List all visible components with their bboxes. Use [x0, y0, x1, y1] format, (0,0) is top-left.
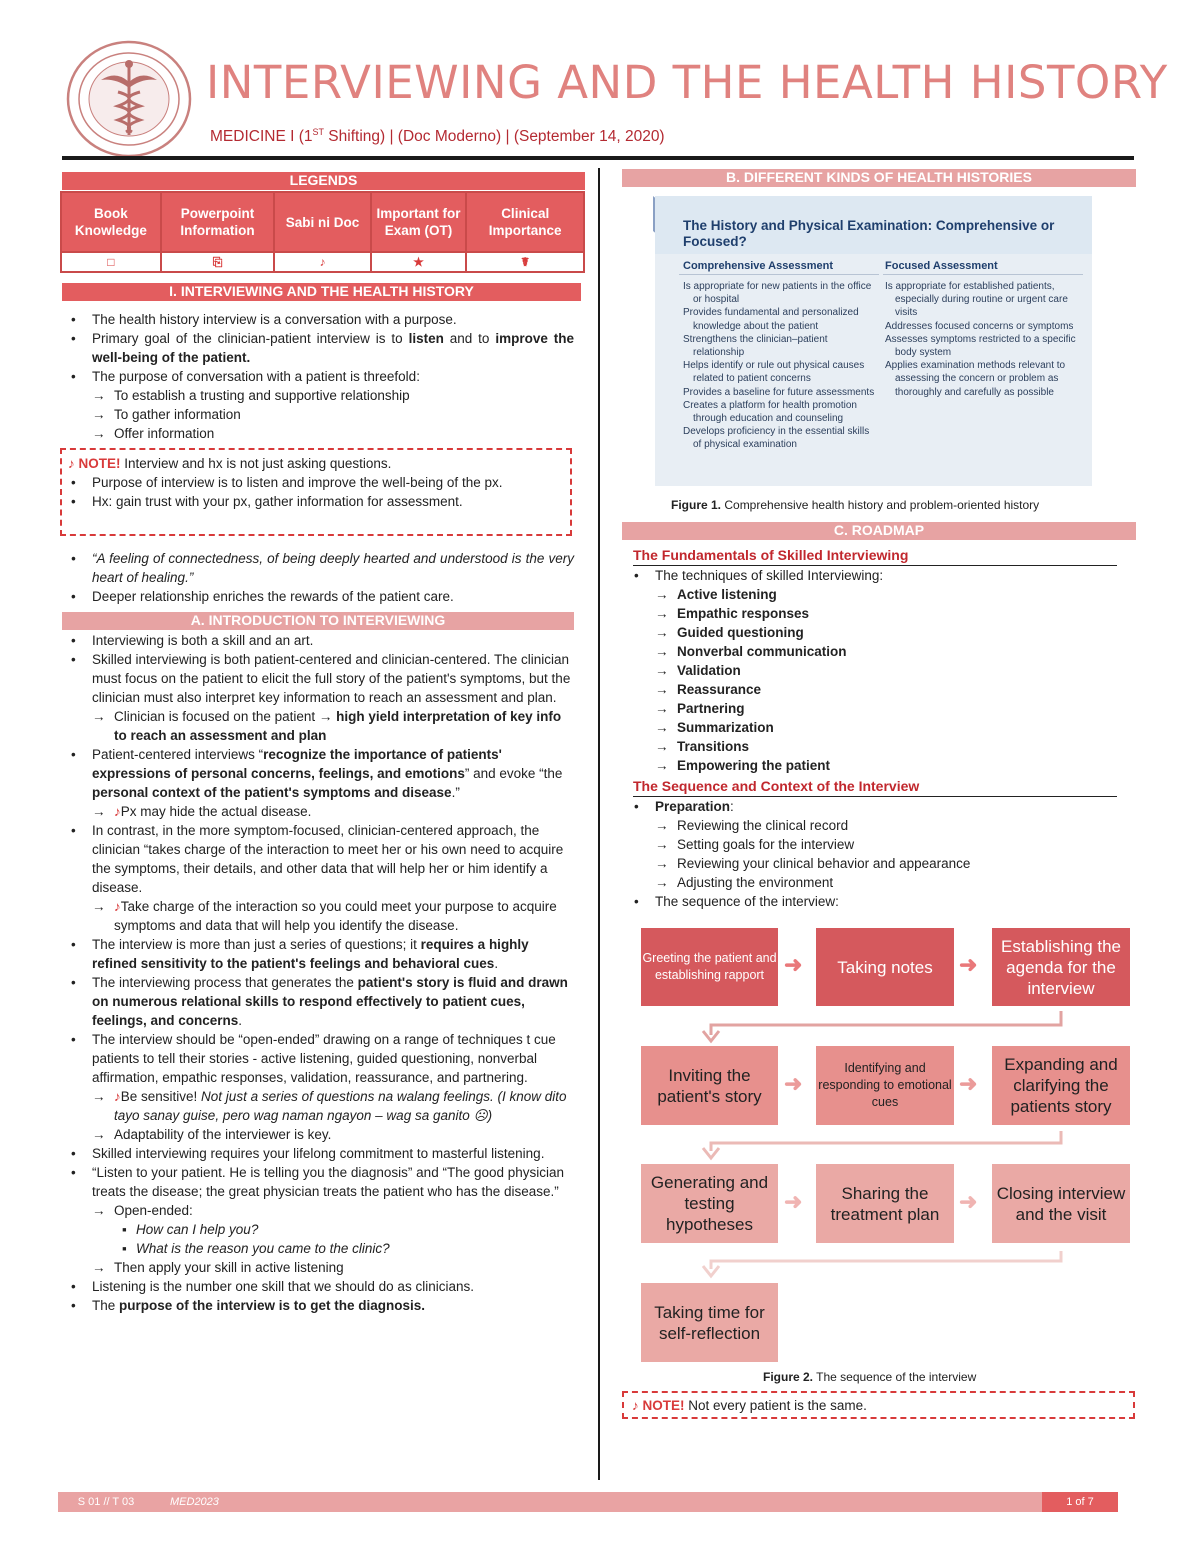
list-item: • The interview is more than just a series of questions; it requires a highly refined sensitivity to the patient's feelings and behavioral cues.	[62, 935, 574, 973]
footer-code: S 01 // T 03	[58, 1492, 154, 1512]
list-item: • Patient-centered interviews “recognize the importance of patients' expressions of personal concerns, feelings, and emotions” and evoke “the personal context of the patient's symptoms and disease.”	[62, 745, 574, 802]
document-title: INTERVIEWING AND THE HEALTH HISTORY	[206, 56, 1168, 109]
legend-important: Important for Exam (OT)	[371, 192, 467, 252]
note-box-2: ♪ NOTE! Not every patient is the same.	[622, 1391, 1135, 1419]
footer-batch: MED2023	[170, 1496, 219, 1508]
list-item: • Deeper relationship enriches the rewards of the patient care.	[62, 587, 574, 606]
figure-col2-head: Focused Assessment	[885, 260, 998, 272]
figure-col1	[683, 280, 879, 452]
music-note-icon: ♪	[632, 1398, 643, 1413]
list-item: • Purpose of interview is to listen and improve the well-being of the px.	[62, 473, 564, 492]
list-item: • The health history interview is a conversation with a purpose.	[62, 310, 574, 329]
figure-row: Creates a platform for health promotion through education and counseling	[683, 399, 857, 425]
flow-arrow: ➜	[784, 1189, 803, 1214]
list-item: • The interview should be “open-ended” drawing on a range of techniques t cue patients to tell their stories - active listening, guided questioning, nonverbal affirmation, empathic responses, validation, reassurance, and partnering.	[62, 1030, 574, 1087]
figure-title: The History and Physical Examination: Comprehensive or Focused?	[683, 218, 1055, 249]
preparation-list	[625, 816, 1123, 892]
list-item: → Reassurance	[625, 680, 1123, 699]
flow-arrow: ➜	[959, 1189, 978, 1214]
legends-title: LEGENDS	[62, 172, 585, 190]
fundamentals-block	[633, 546, 1123, 911]
list-item: • Hx: gain trust with your px, gather information for assessment.	[62, 492, 564, 511]
list-item: → Adjusting the environment	[625, 873, 1123, 892]
figure-1-caption: Figure 1. Comprehensive health history and problem-oriented history	[671, 498, 1040, 512]
list-item: → Open-ended:	[62, 1201, 574, 1220]
figure-row: Strengthens the clinician–patient relationship	[683, 333, 828, 359]
note-box	[60, 448, 572, 536]
legend-powerpoint: Powerpoint Information	[161, 192, 275, 252]
list-item: → Validation	[625, 661, 1123, 680]
list-item: • Interviewing is both a skill and an art.	[62, 631, 574, 650]
list-item: → Nonverbal communication	[625, 642, 1123, 661]
screen-icon: ⎘	[161, 252, 275, 272]
flow-step-4: Inviting the patient's story	[641, 1046, 778, 1125]
figure-row: Helps identify or rule out physical causes related to patient concerns	[683, 360, 865, 385]
figure-row: Provides a baseline for future assessments	[683, 386, 875, 398]
figure-col1-rule	[679, 274, 879, 275]
list-item: • Skilled interviewing requires your lifelong commitment to masterful listening.	[62, 1144, 574, 1163]
book-icon: □	[61, 252, 161, 272]
list-item: → To gather information	[62, 405, 574, 424]
list-item: • The techniques of skilled Interviewing:	[625, 566, 1123, 585]
flow-connector-1	[711, 1011, 1061, 1035]
list-item: • Skilled interviewing is both patient-centered and clinician-centered. The clinician must focus on the patient to elicit the full story of the patient's symptoms, but the clinician must also interpret key information to reach an assessment and plan.	[62, 650, 574, 707]
legend-sabi-ni-doc: Sabi ni Doc	[274, 192, 370, 252]
school-seal-logo	[66, 40, 192, 158]
flow-step-9: Closing interview and the visit	[992, 1164, 1130, 1243]
list-item: → Active listening	[625, 585, 1123, 604]
column-divider	[598, 168, 600, 1480]
list-item: → Empathic responses	[625, 604, 1123, 623]
list-item: → Reviewing your clinical behavior and appearance	[625, 854, 1123, 873]
flow-arrow: ➜	[784, 952, 803, 977]
list-item: • “Listen to your patient. He is telling you the diagnosis” and “The good physician treats the disease; the great physician treats the patient who has the disease.”	[62, 1163, 574, 1201]
list-item: • The interviewing process that generates the patient's story is fluid and drawn on numerous relational skills to respond effectively to patient cues, feelings, and concerns.	[62, 973, 574, 1030]
flow-step-5: Identifying and responding to emotional cues	[816, 1046, 954, 1125]
list-item: → ♪Px may hide the actual disease.	[62, 802, 574, 821]
list-item: → Adaptability of the interviewer is key.	[62, 1125, 574, 1144]
list-item: • “A feeling of connectedness, of being deeply hearted and understood is the very heart of healing.”	[62, 549, 574, 587]
fundamentals-list	[625, 585, 1123, 775]
list-item: ▪ What is the reason you came to the clinic?	[62, 1239, 574, 1258]
fundamentals-heading: The Fundamentals of Skilled Interviewing	[633, 546, 1117, 566]
footer-page-number: 1 of 7	[1042, 1492, 1118, 1512]
flow-arrow: ➜	[959, 1071, 978, 1096]
flow-step-1: Greeting the patient and establishing rapport	[641, 928, 778, 1006]
figure-col1-head: Comprehensive Assessment	[683, 260, 833, 272]
note-line: ♪ NOTE! Interview and hx is not just asking questions.	[68, 456, 392, 471]
section-b-title: B. DIFFERENT KINDS OF HEALTH HISTORIES	[622, 169, 1136, 187]
figure-col2	[885, 280, 1081, 399]
figure-row: Provides fundamental and personalized knowledge about the patient	[683, 307, 859, 332]
list-item: → Guided questioning	[625, 623, 1123, 642]
flow-step-2: Taking notes	[816, 928, 954, 1006]
star-icon: ★	[371, 252, 467, 272]
caduceus-icon: ☤	[466, 252, 584, 272]
flow-connector-3	[711, 1251, 1061, 1269]
flow-arrow: ➜	[959, 952, 978, 977]
figure-row: Is appropriate for established patients, especially during routine or urgent care visits	[885, 281, 1068, 319]
document-subtitle: MEDICINE I (1ST Shifting) | (Doc Moderno) | (September 14, 2020)	[210, 127, 665, 146]
flow-arrow: ➜	[784, 1071, 803, 1096]
list-item: • The sequence of the interview:	[625, 892, 1123, 911]
legend-table	[60, 191, 585, 273]
flow-step-6: Expanding and clarifying the patients story	[992, 1046, 1130, 1125]
list-item: → Summarization	[625, 718, 1123, 737]
section-c-title: C. ROADMAP	[622, 522, 1136, 540]
legend-book: Book Knowledge	[61, 192, 161, 252]
list-item: → ♪Be sensitive! Not just a series of questions na walang feelings. (I know dito tayo sanay guise, pero wag naman ngayon – wag sa ganito ☹)	[62, 1087, 574, 1125]
list-item: → Then apply your skill in active listening	[62, 1258, 574, 1277]
header-rule	[62, 156, 1134, 160]
figure-row: Develops proficiency in the essential skills of physical examination	[683, 426, 870, 451]
list-item: • The purpose of conversation with a patient is threefold:	[62, 367, 574, 386]
section-1-body	[62, 310, 574, 443]
figure-row: Assesses symptoms restricted to a specific body system	[885, 333, 1076, 359]
list-item: • Primary goal of the clinician-patient interview is to listen and to improve the well-being of the patient.	[62, 329, 574, 367]
list-item: ▪ How can I help you?	[62, 1220, 574, 1239]
figure-col2-rule	[883, 274, 1083, 275]
list-item: • Listening is the number one skill that we should do as clinicians.	[62, 1277, 574, 1296]
figure-row: Addresses focused concerns or symptoms	[885, 320, 1074, 332]
list-item: → Transitions	[625, 737, 1123, 756]
music-note-icon: ♪	[68, 456, 79, 471]
list-item: → Reviewing the clinical record	[625, 816, 1123, 835]
list-item: → To establish a trusting and supportive relationship	[62, 386, 574, 405]
list-item: • In contrast, in the more symptom-focused, clinician-centered approach, the clinician “takes charge of the interaction to meet her or his own need to acquire the symptoms, their details, and other data that will help her or him identify a disease.	[62, 821, 574, 897]
flow-step-8: Sharing the treatment plan	[816, 1164, 954, 1243]
section-a-body	[62, 631, 574, 1315]
figure-row: Applies examination methods relevant to assessing the concern or problem as thoroughly and carefully as possible	[885, 360, 1066, 398]
sequence-heading: The Sequence and Context of the Interview	[633, 777, 1117, 797]
list-item: → Empowering the patient	[625, 756, 1123, 775]
list-item: • Preparation:	[625, 797, 1123, 816]
section-1-quote	[62, 549, 574, 606]
list-item: → Offer information	[62, 424, 574, 443]
list-item: → ♪Take charge of the interaction so you could meet your purpose to acquire symptoms and data that will help you identify the disease.	[62, 897, 574, 935]
section-1-title: I. INTERVIEWING AND THE HEALTH HISTORY	[62, 283, 581, 301]
flow-step-7: Generating and testing hypotheses	[641, 1164, 778, 1243]
list-item: → Clinician is focused on the patient → high yield interpretation of key info to reach an assessment and plan	[62, 707, 574, 745]
flow-step-3: Establishing the agenda for the interview	[992, 928, 1130, 1006]
list-item: → Partnering	[625, 699, 1123, 718]
figure-2-caption: Figure 2. The sequence of the interview	[763, 1370, 977, 1384]
flow-step-10: Taking time for self-reflection	[641, 1283, 778, 1362]
figure-1	[655, 196, 1092, 486]
section-a-title: A. INTRODUCTION TO INTERVIEWING	[62, 612, 574, 630]
flow-connector-2	[711, 1131, 1061, 1151]
figure-row: Is appropriate for new patients in the office or hospital	[683, 281, 872, 306]
legend-clinical: Clinical Importance	[466, 192, 584, 252]
list-item: → Setting goals for the interview	[625, 835, 1123, 854]
list-item: • The purpose of the interview is to get the diagnosis.	[62, 1296, 574, 1315]
music-note-icon: ♪	[274, 252, 370, 272]
